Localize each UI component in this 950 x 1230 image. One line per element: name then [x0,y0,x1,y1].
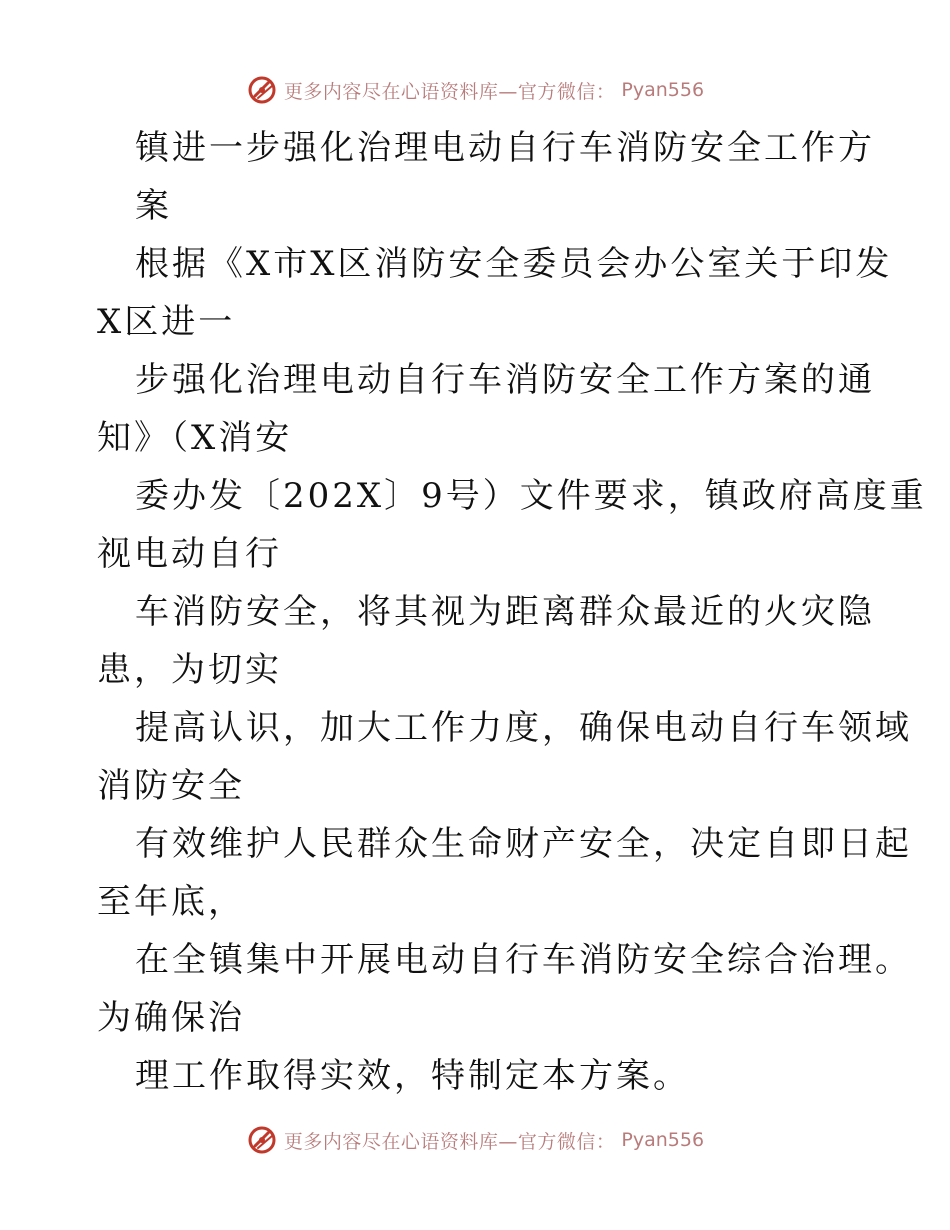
header-watermark [0,70,950,110]
text-line: 患，为切实 [97,650,282,690]
text-line: 消防安全 [97,766,245,806]
watermark-handle: Pyan556 [621,79,705,101]
text-line: 案 [135,186,172,226]
text-line: 为确保治 [97,998,245,1038]
text-line: 车消防安全，将其视为距离群众最近的火灾隐 [135,592,875,632]
text-line: 有效维护人民群众生命财产安全，决定自即日起 [135,824,912,864]
brand-logo-icon [246,1124,278,1156]
watermark-text: 更多内容尽在心语资料库—官方微信： [283,1130,616,1153]
text-line: 至年底， [97,882,245,922]
text-line: 镇进一步强化治理电动自行车消防安全工作方 [135,128,875,168]
text-line: 根据《X市X区消防安全委员会办公室关于印发 [135,244,893,284]
text-line: 委办发〔202X〕9号）文件要求，镇政府高度重 [135,476,927,516]
text-line: 知》（X消安 [97,418,293,458]
text-line: 步强化治理电动自行车消防安全工作方案的通 [135,360,875,400]
watermark-handle: Pyan556 [621,1129,705,1151]
text-line: 在全镇集中开展电动自行车消防安全综合治理。 [135,940,912,980]
footer-watermark [0,1120,950,1160]
brand-logo-icon [246,74,278,106]
text-line: 提高认识，加大工作力度，确保电动自行车领域 [135,708,912,748]
text-line: 视电动自行 [97,534,282,574]
watermark-text: 更多内容尽在心语资料库—官方微信： [283,80,616,103]
text-line: X区进一 [97,302,236,342]
text-line: 理工作取得实效，特制定本方案。 [135,1056,690,1096]
